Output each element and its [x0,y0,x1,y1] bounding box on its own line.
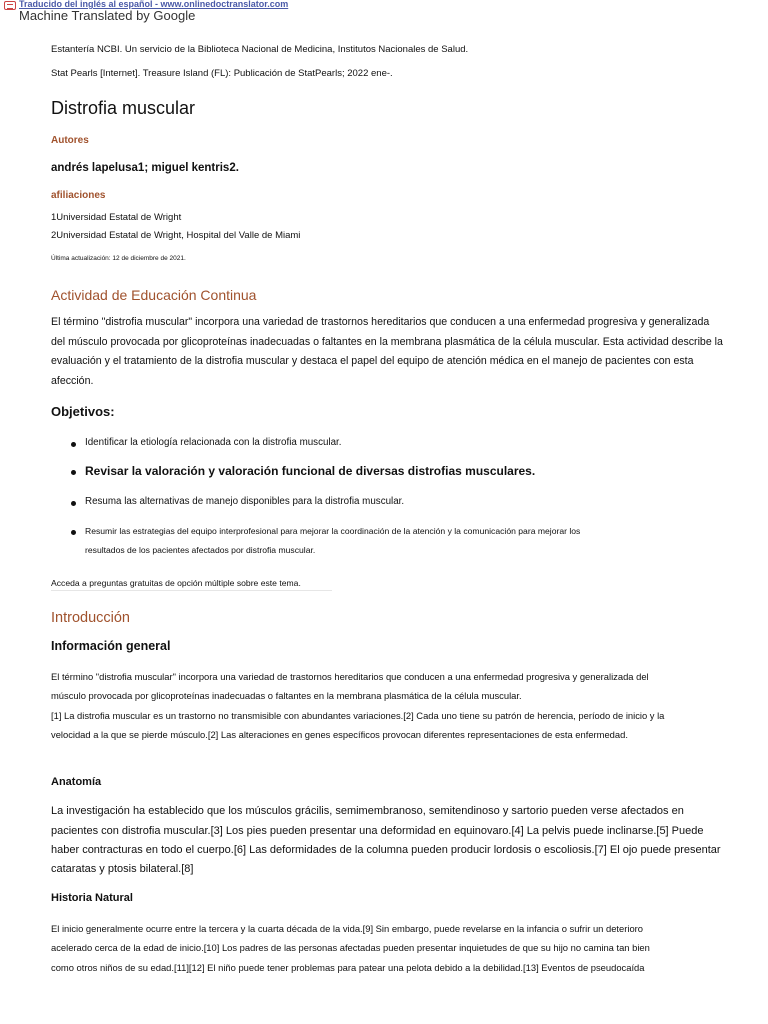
general-line: músculo provocada por glicoproteínas inadecuadas o faltantes en la membrana plasmática de la célula muscular. [51,690,522,701]
last-update: Última actualización: 12 de diciembre de 2021. [51,255,186,262]
natural-line: como otros niños de su edad.[11][12] El niño puede tener problemas para patear una pelota debido a la debilidad.[13] Eventos de pseudocaída [51,962,645,973]
anatomy-line: cataratas y ptosis bilateral.[8] [51,863,194,875]
ncbi-bookshelf-line: Estantería NCBI. Un servicio de la Biblioteca Nacional de Medicina, Institutos Nacionales de Salud. [51,44,469,55]
authors-names: andrés lapelusa1; miguel kentris2. [51,162,239,174]
objective-item: Identificar la etiología relacionada con la distrofia muscular. [85,437,342,448]
bullet-icon [71,501,76,506]
general-line: velocidad a la que se pierde músculo.[2] Las alteraciones en genes específicos provocan diferentes representaciones de esta enfermedad. [51,729,628,740]
objective-item-continuation: resultados de los pacientes afectados por distrofia muscular. [85,545,316,555]
anatomy-heading: Anatomía [51,776,102,788]
general-info-heading: Información general [51,639,171,653]
natural-line: El inicio generalmente ocurre entre la tercera y la cuarta década de la vida.[9] Sin embargo, puede revelarse en la infancia o sufrir un deterioro [51,923,644,934]
general-line: El término "distrofia muscular" incorpora una variedad de trastornos hereditarios que conducen a una enfermedad progresiva y generalizada del [51,671,649,682]
affiliation-1: 1Universidad Estatal de Wright [51,212,182,223]
natural-line: acelerado cerca de la edad de inicio.[10] Los padres de las personas afectadas pueden presentar inquietudes de que su hijo no camina tan bien [51,942,650,953]
bullet-icon [71,442,76,447]
statpearls-citation-line: Stat Pearls [Internet]. Treasure Island (FL): Publicación de StatPearls; 2022 ene-. [51,68,393,79]
affiliation-2: 2Universidad Estatal de Wright, Hospital del Valle de Miami [51,230,301,241]
bullet-icon [71,470,76,475]
objective-item: Resumir las estrategias del equipo interprofesional para mejorar la coordinación de la atención y la comunicación para mejorar los [85,526,581,536]
general-line: [1] La distrofia muscular es un trastorno no transmisible con abundantes variaciones.[2] Cada uno tiene su patrón de herencia, período de inicio y la [51,710,665,721]
machine-translated-label: Machine Translated by Google [19,8,196,23]
quiz-link[interactable]: Acceda a preguntas gratuitas de opción múltiple sobre este tema. [51,578,332,591]
introduction-heading: Introducción [51,610,130,626]
objective-item: Resuma las alternativas de manejo disponibles para la distrofia muscular. [85,496,405,507]
ce-activity-heading: Actividad de Educación Continua [51,287,257,303]
page-title: Distrofia muscular [51,98,196,118]
anatomy-line: La investigación ha establecido que los músculos grácilis, semimembranoso, semitendinoso y sartorio pueden verse afectados en [51,805,684,817]
bullet-icon [71,530,76,535]
authors-label: Autores [51,135,89,146]
objectives-heading: Objetivos: [51,404,115,419]
anatomy-line: haber contracturas en todo el cuerpo.[6] Las deformidades de la columna pueden producir lordosis o escoliosis.[7] El ojo puede presentar [51,844,721,856]
objective-item: Revisar la valoración y valoración funcional de diversas distrofias musculares. [85,464,536,478]
anatomy-line: pacientes con distrofia muscular.[3] Los pies pueden presentar una deformidad en equinovaro.[4] La pelvis puede inclinarse.[5] Puede [51,825,704,837]
translate-icon [4,1,16,10]
translator-link[interactable]: Traducido del inglés al español - www.onlinedoctranslator.com [19,0,289,9]
translation-banner [0,0,768,24]
natural-history-heading: Historia Natural [51,892,133,904]
affiliations-label: afiliaciones [51,190,106,201]
ce-activity-paragraph: El término "distrofia muscular" incorpora una variedad de trastornos hereditarios que conducen a una enfermedad progresiva y generalizada del músculo provocada por glicoproteínas inadecuadas o faltantes en la membrana plasmática de la célula muscular. Esta actividad describe la evaluación y el tratamiento de la distrofia muscular y destaca el papel del equipo de atención médica en el manejo de pacientes con esta afección. [51,316,723,387]
